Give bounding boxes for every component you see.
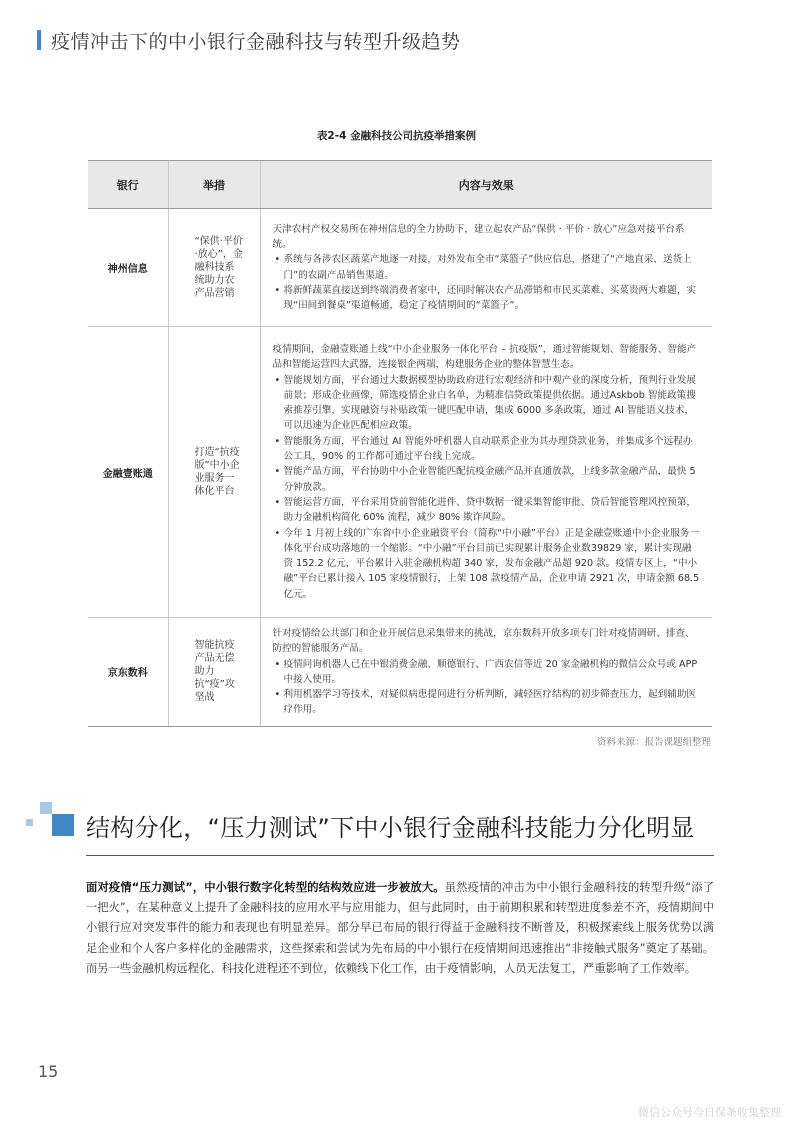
table-caption: 表2-4 金融科技公司抗疫举措案例 [316,130,477,142]
content-list [273,252,701,313]
section-heading-decoration-icon [24,800,78,840]
header-title: 疫情冲击下的中小银行金融科技与转型升级趋势 [51,30,461,53]
running-header [37,29,461,51]
list-item: • 系统与各涉农区蔬菜产地逐一对接，对外发布全市“菜篮子”供应信息，搭建了“产地直采、送货上门”的农副产品销售渠道。 [273,252,701,283]
column-header-measure: 举措 [168,161,260,209]
body-paragraph [86,878,714,979]
paragraph-text: 虽然疫情的冲击为中小银行金融科技的转型升级“添了一把火”，在某种意义上提升了金融科技的应用水平与应用能力，但与此同时，由于前期积累和转型进度参差不齐，疫情期间中小银行应对突发事件的能力和表现也有明显差异。部分早已布局的银行得益于金融科技不断普及，积极探索线上服务优势以满足企业和个人客户多样化的金融需求，这些探索和尝试为先布局的中小银行在疫情期间迅速推出“非接触式服务”奠定了基础。而另一些金融机构远程化、科技化进程还不到位，依赖线下化工作，由于疫情影响，人员无法复工，严重影响了工作效率。 [86,881,714,975]
table-row [88,618,712,727]
bank-cell: 神州信息 [88,209,168,327]
column-header-content: 内容与效果 [260,161,712,209]
paragraph-lead: 面对疫情“压力测试”，中小银行数字化转型的结构效应进一步被放大。 [86,881,445,894]
page-number: 15 [38,1062,59,1081]
content-intro: 针对疫情给公共部门和企业开展信息采集带来的挑战，京东数科开放多项专门针对疫情调研、排查、防控的智能服务产品。 [272,628,695,655]
content-intro: 疫情期间，金融壹账通上线“中小企业服务一体化平台 – 抗疫版”，通过智能规划、智能服务、智能产品和智能运营四大武器，连接银企两端，构建服务企业的整体智慧生态。 [272,343,697,371]
table-row [88,209,712,327]
measure-cell [168,209,260,327]
content-cell [260,618,712,727]
measures-table [88,160,712,727]
measure-cell [168,327,260,618]
content-intro: 天津农村产权交易所在神州信息的全力协助下，建立起农产品“保供 · 平价 · 放心”应急对接平台系统。 [272,223,685,250]
list-item: • 智能规划方面，平台通过大数据模型协助政府进行宏观经济和中观产业的深度分析，预判行业发展前景；形成企业画像，筛选疫情企业白名单，为精准信贷政策提供依据。通过Askbob 智能政策搜索推荐引擎，实现融资与补贴政策一键匹配申请，集成 6000 多条政策，通过 AI 智能语义技术，可以迅速为企业匹配相应政策。 [273,373,701,434]
list-item: • 智能产品方面，平台协助中小企业智能匹配抗疫金融产品并直通放款，上线多款金融产品，最快 5 分钟放款。 [273,464,701,495]
list-item: • 智能运营方面，平台采用贷前智能化进件、贷中数据一键采集智能审批、贷后智能管理风控预第，助力金融机构简化 60% 流程，减少 80% 欺诈风险。 [273,495,701,526]
measure-text: 打造“抗疫版”中小企业服务一体化平台 [194,447,240,497]
table-header-row [88,161,712,209]
column-header-bank: 银行 [88,161,168,209]
section-title: 结构分化，“压力测试”下中小银行金融科技能力分化明显 [86,814,695,842]
bank-cell: 京东数科 [88,618,168,727]
content-list [273,373,701,602]
bank-cell: 金融壹账通 [88,327,168,618]
content-cell [260,327,712,618]
content-list [273,657,701,718]
header-accent-bar [37,30,41,50]
measure-text: 智能抗疫产品无偿助力抗“疫”攻坚战 [194,640,235,704]
list-item: • 今年 1 月初上线的广东省中小企业融资平台（简称“中小融”平台）正是金融壹账通中小企业服务一体化平台成功落地的一个缩影。“中小融”平台目前已实现累计服务企业数39829 家，累计实现融资 152.2 亿元，平台累计入驻金融机构超 340 家，发布金融产品超 920 款。疫情专区上，“中小融”平台已累计接入 105 家疫情银行，上架 108 款疫情产品，企业申请 2921 次，申请金额 68.5 亿元。 [273,526,701,602]
list-item: • 智能服务方面，平台通过 AI 智能外呼机器人自动联系企业为其办理贷款业务，并集成多个远程办公工具，90% 的工作都可通过平台线上完成。 [273,434,701,465]
list-item: • 利用机器学习等技术，对疑似病患提问进行分析判断，减轻医疗结构的初步筛查压力，起到辅助医疗作用。 [273,687,701,718]
watermark: 微信公众号今日保条收集整理 [638,1106,781,1119]
content-cell [260,209,712,327]
table-source-note: 资料来源：报告课题组整理 [596,737,711,748]
table-row [88,327,712,618]
section-divider [86,855,714,856]
measure-text: “保供·平价·放心”，金融科技系统助力农产品营销 [194,236,243,299]
list-item: • 疫情问询机器人已在中银消费金融、顺德银行、广西农信等近 20 家金融机构的微信公众号或 APP 中接入使用。 [273,657,701,688]
measure-cell [168,618,260,727]
list-item: • 将新鲜蔬菜直接送到终端消费者家中，还同时解决农产品滞销和市民买菜难、买菜贵两大难题，实现“田间到餐桌”渠道畅通，稳定了疫情期间的“菜篮子”。 [273,283,701,314]
